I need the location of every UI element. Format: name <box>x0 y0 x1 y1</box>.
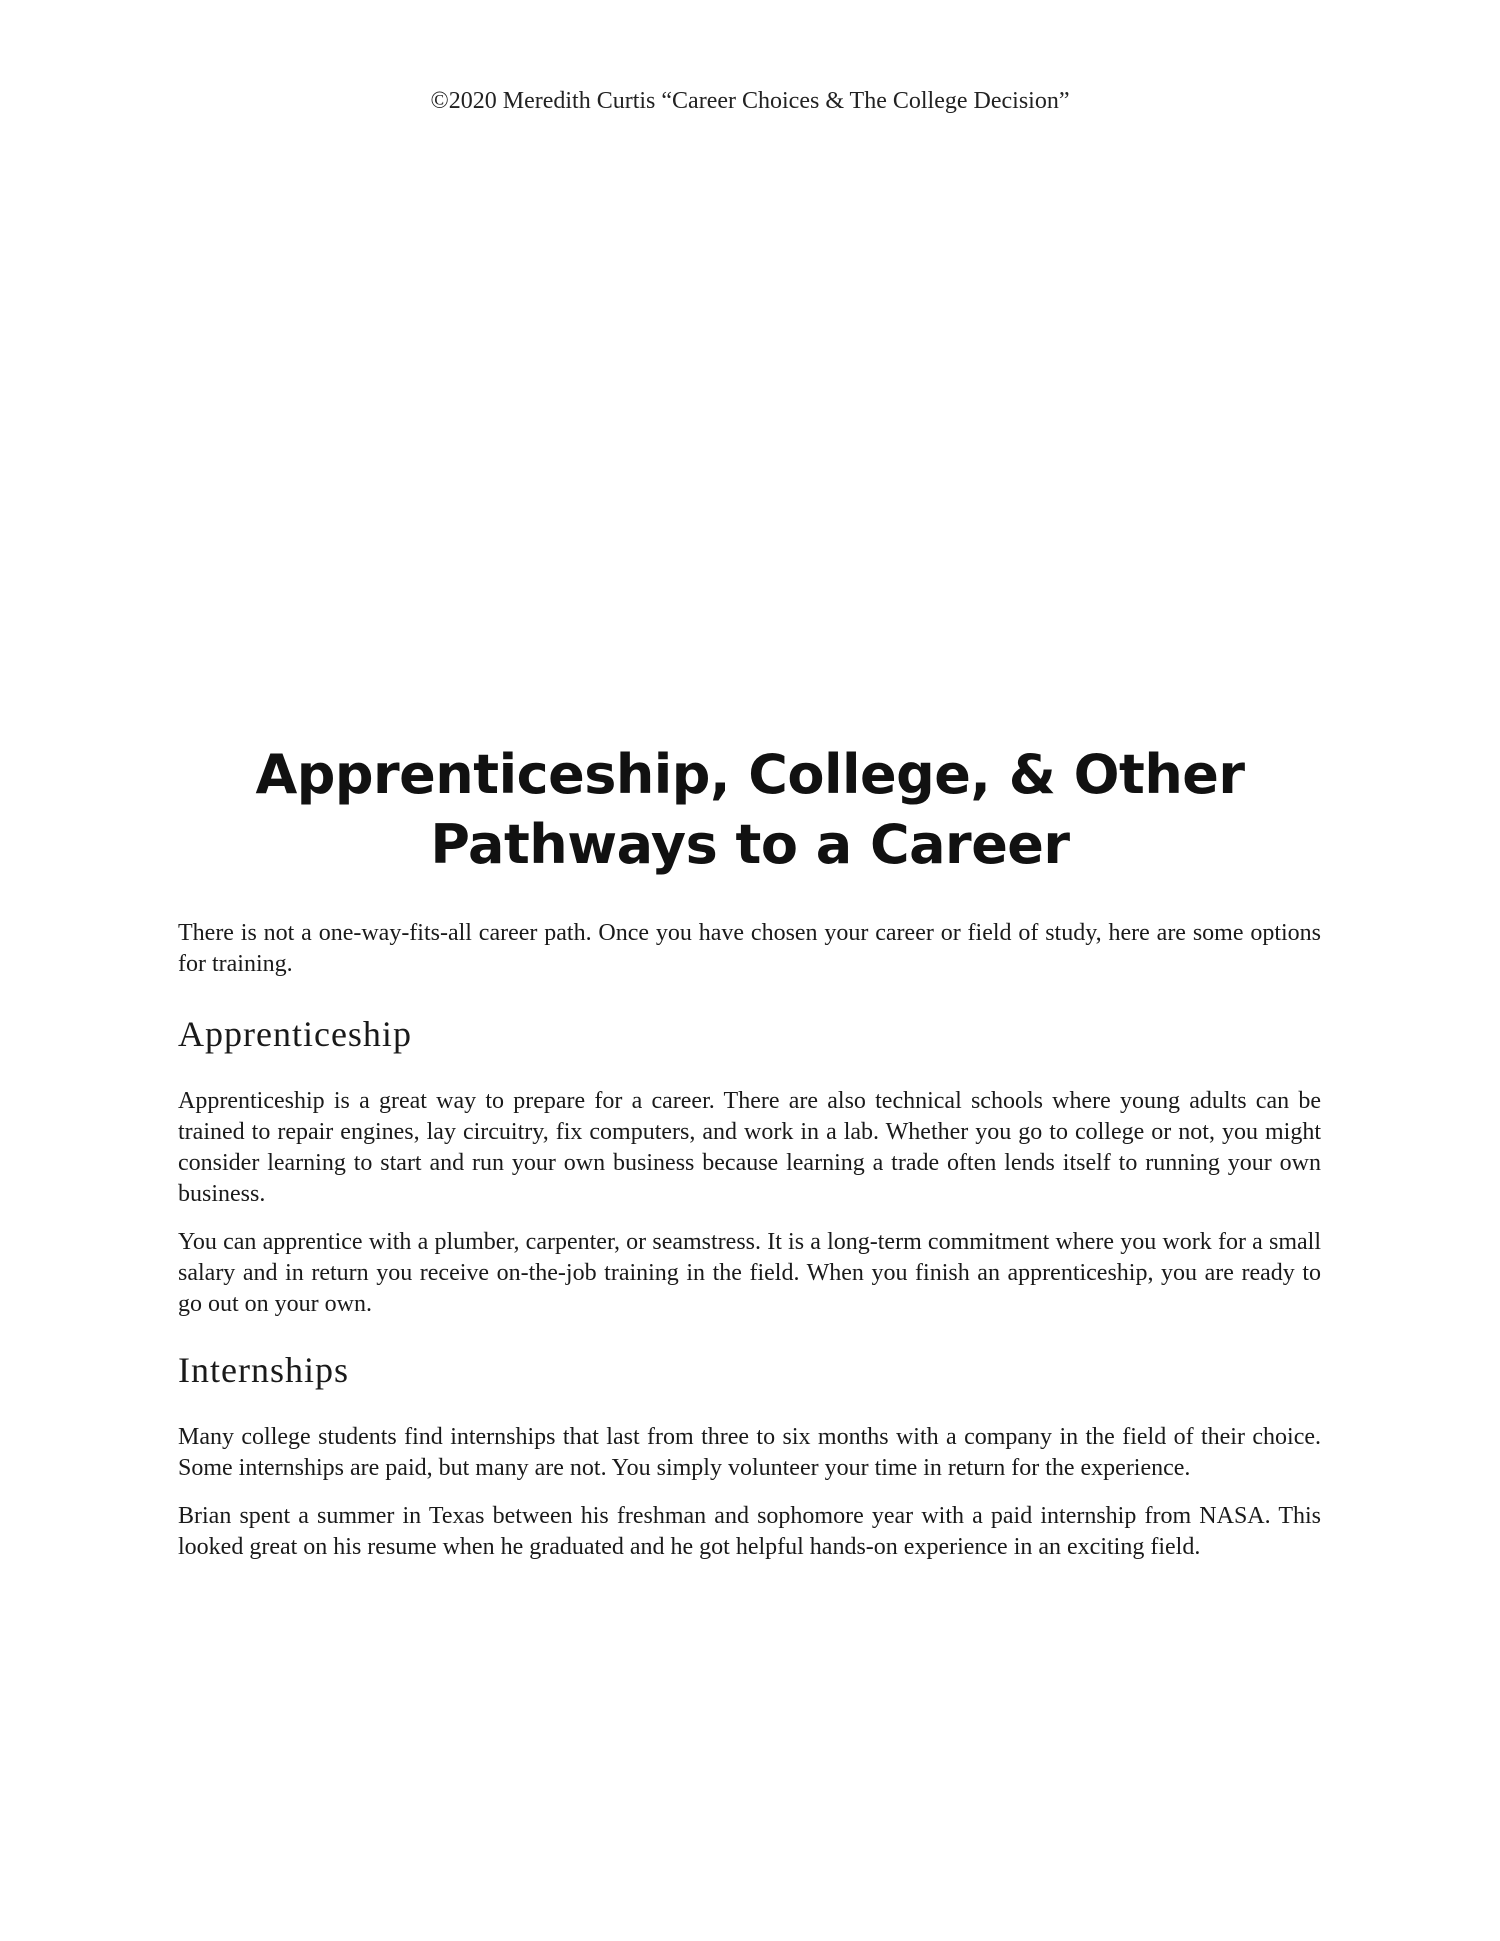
internships-paragraph-1: Many college students find internships that last from three to six months with a company in the field of their choice. Some internships are paid, but many are not. You simply volunteer your time in return for the experience. <box>178 1424 1321 1481</box>
page-title-line-1: Apprenticeship, College, & Other <box>255 743 1245 806</box>
apprenticeship-paragraph-2: You can apprentice with a plumber, carpenter, or seamstress. It is a long-term commitment where you work for a small salary and in return you receive on-the-job training in the field. When you finish an apprenticeship, you are ready to go out on your own. <box>178 1229 1321 1317</box>
apprenticeship-paragraph-1: Apprenticeship is a great way to prepare for a career. There are also technical schools where young adults can be trained to repair engines, lay circuitry, fix computers, and work in a lab. Whether you go to college or not, you might consider learning to start and run your own business because learning a trade often lends itself to running your own business. <box>178 1088 1321 1207</box>
section-heading-internships: Internships <box>178 1350 349 1390</box>
running-header: ©2020 Meredith Curtis “Career Choices & The College Decision” <box>430 88 1070 114</box>
page-title <box>150 740 1350 880</box>
section-apprenticeship <box>178 1012 1321 1320</box>
section-internships <box>178 1348 1321 1563</box>
page-title-line-2: Pathways to a Career <box>430 813 1070 876</box>
internships-paragraph-2: Brian spent a summer in Texas between his freshman and sophomore year with a paid internship from NASA. This looked great on his resume when he graduated and he got helpful hands-on experience in an exciting field. <box>178 1503 1321 1560</box>
page-content <box>178 918 1321 1591</box>
intro-paragraph: There is not a one-way-fits-all career path. Once you have chosen your career or field of study, here are some options for training. <box>178 920 1321 977</box>
section-heading-apprenticeship: Apprenticeship <box>178 1014 412 1054</box>
